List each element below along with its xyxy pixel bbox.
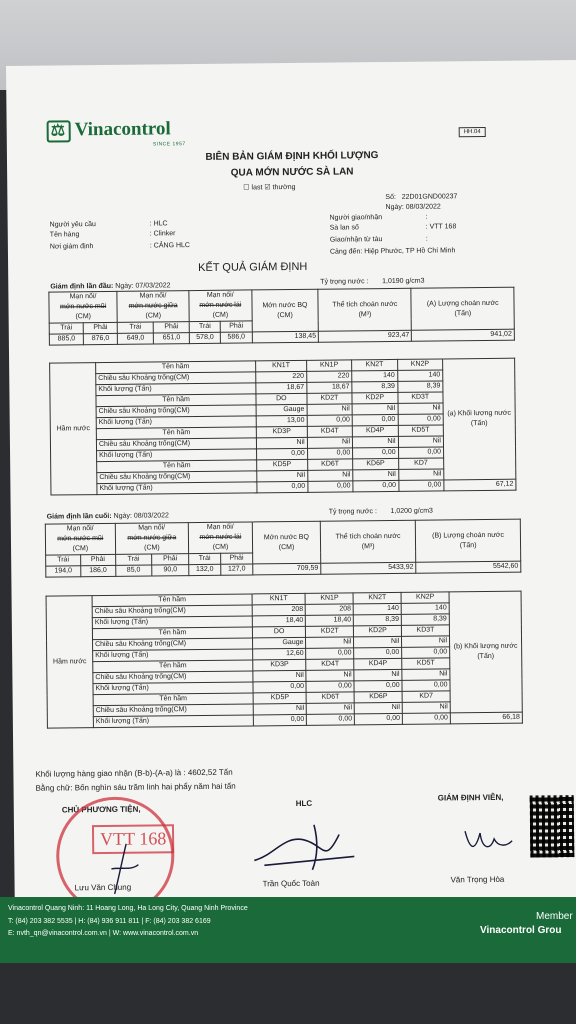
summary-line2: Bằng chữ: Bốn nghìn sáu trăm linh hai phẩy năm hai tấn xyxy=(35,781,236,793)
tank-row-label: Khối lượng (Tấn) xyxy=(97,482,257,495)
doc-date: Ngày: 08/03/2022 xyxy=(385,203,441,212)
tank-cell: 0,00 xyxy=(353,480,399,491)
tank-cell: KN1P xyxy=(305,593,353,605)
from-label: Giao/nhận từ tàu xyxy=(329,236,383,244)
inspector-title: GIÁM ĐỊNH VIÊN, xyxy=(437,792,504,803)
tank-cell: 18,67 xyxy=(256,382,307,394)
tank-cell: 8,39 xyxy=(354,614,402,626)
last-label: Giám định lần cuối: Ngày: 08/03/2022 xyxy=(46,512,169,521)
draft-value: 194,0 xyxy=(46,566,81,577)
tank-cell: KD7 xyxy=(398,458,444,469)
tank-cell: 0,00 xyxy=(307,415,353,426)
tank-cell: Nil xyxy=(307,703,355,715)
tank-cell: KN1T xyxy=(252,593,306,605)
volume-value: 923,47 xyxy=(319,330,412,342)
hlc-title: HLC xyxy=(295,798,313,809)
tank-cell: Nil xyxy=(253,670,307,682)
tank-cell: 0,00 xyxy=(352,414,398,425)
tank-row-label: Tên hầm xyxy=(97,460,257,473)
place-value: : CẢNG HLC xyxy=(149,242,190,250)
deliverer-label: Người giao/nhận xyxy=(329,214,383,222)
tank-cell: 220 xyxy=(256,371,307,383)
tank-cell: KN2T xyxy=(353,592,401,604)
scale-icon xyxy=(47,120,71,142)
tank-cell: KD5T xyxy=(402,658,450,670)
doc-title: BIÊN BẢN GIÁM ĐỊNH KHỐI LƯỢNG xyxy=(205,150,379,163)
tank-cell: 0,00 xyxy=(257,448,308,460)
phai-label: Phải xyxy=(220,321,251,332)
tank-cell: KD3T xyxy=(397,392,443,403)
hlc-signature xyxy=(244,814,365,875)
draft-value: 876,0 xyxy=(83,333,117,344)
port-to: Cảng đến: Hiệp Phước, TP Hồ Chí Minh xyxy=(329,247,456,256)
tank-row-label: Chiều sâu Khoảng trống(CM) xyxy=(96,438,256,451)
tank-cell: 140 xyxy=(352,370,398,381)
tank-row-label: Tên hầm xyxy=(96,427,256,440)
tank-cell: KD2P xyxy=(352,392,398,403)
phai-label: Phải xyxy=(221,553,253,564)
tank-cell: Nil xyxy=(402,702,450,714)
tank-cell: 18,67 xyxy=(307,382,353,393)
aft-header: Mạn nối/ mớn nước lái (CM) xyxy=(188,522,252,554)
so-label: Số: 22D01GND00237 xyxy=(385,193,458,202)
tank-cell: 0,00 xyxy=(398,447,444,458)
tank-cell: KD2P xyxy=(354,625,402,637)
tank-cell: Nil xyxy=(354,702,402,714)
water-weight-total: 67,12 xyxy=(444,479,516,491)
draft-value: 885,0 xyxy=(49,334,83,345)
tank-cell: KD6T xyxy=(307,459,353,470)
displacement-a-value: 941,02 xyxy=(412,329,515,341)
tank-cell: Nil xyxy=(398,436,444,447)
trai-label: Trái xyxy=(49,323,83,334)
tank-row-label: Khối lượng (Tấn) xyxy=(93,715,253,728)
tank-cell: KD4P xyxy=(352,425,398,436)
tank-cell: Gauge xyxy=(253,637,307,649)
first-label: Giám định lần đầu: Ngày: 07/03/2022 xyxy=(50,282,171,291)
aft-header: Mạn nối/ mớn nước lái (CM) xyxy=(189,290,252,322)
tank-cell: 0,00 xyxy=(253,681,307,693)
volume-value: 5433,92 xyxy=(321,562,416,574)
ham-nuoc-label: Hầm nước xyxy=(50,363,97,495)
requester-label: Người yêu cầu xyxy=(49,221,96,229)
tank-row-label: Tên hầm xyxy=(93,660,253,673)
member-group: Vinacontrol Grou xyxy=(480,925,562,936)
vol-header: Thể tích choán nước (M³) xyxy=(320,520,416,563)
inspector-name: Văn Trọng Hòa xyxy=(450,874,505,885)
mean-draft-value: 138,45 xyxy=(252,331,319,343)
tank-row-label: Tên hầm xyxy=(96,361,256,374)
tank-cell: KN2P xyxy=(401,592,449,604)
tank-cell: Nil xyxy=(354,669,402,681)
hlc-name: Trần Quốc Toàn xyxy=(262,878,320,889)
first-draft-table xyxy=(48,287,515,346)
tank-cell: KN1T xyxy=(256,360,307,372)
tank-row-label: Tên hầm xyxy=(92,594,252,607)
tank-cell: Nil xyxy=(307,404,353,415)
tank-cell: Nil xyxy=(398,469,444,480)
tank-cell: DO xyxy=(256,393,307,405)
tank-cell: 0,00 xyxy=(353,447,399,458)
mean-header: Mớn nước BQ (CM) xyxy=(252,521,321,564)
water-weight-label: (b) Khối lượng nước (Tấn) xyxy=(449,591,522,713)
tank-row-label: Khối lượng (Tấn) xyxy=(96,383,256,396)
tank-cell: 0,00 xyxy=(402,713,450,725)
document-page xyxy=(6,60,576,962)
footer-web: E: nvth_qn@vinacontrol.com.vn | W: www.vinacontrol.com.vn xyxy=(8,930,199,937)
trai-label: Trái xyxy=(117,322,153,333)
draft-value: 90,0 xyxy=(152,565,189,576)
tank-cell: Nil xyxy=(306,637,354,649)
tank-cell: KN2T xyxy=(352,359,398,370)
tank-cell: KN2P xyxy=(397,359,443,370)
tank-row-label: Khối lượng (Tấn) xyxy=(97,449,257,462)
barge-label: Sà lan số xyxy=(329,224,359,232)
tank-cell: KD3P xyxy=(256,426,307,438)
tank-cell: KD4T xyxy=(306,659,354,671)
tank-cell: Nil xyxy=(354,636,402,648)
stamp-label: VTT 168 xyxy=(92,824,174,854)
first-tank-table xyxy=(49,358,516,496)
barge-value: : VTT 168 xyxy=(425,223,457,231)
tank-cell: KD5T xyxy=(398,425,444,436)
footer-address: Vinacontrol Quang Ninh: 11 Hoang Long, Ha Long City, Quang Ninh Province xyxy=(8,905,248,912)
trai-label: Trái xyxy=(46,555,81,566)
tank-cell: Gauge xyxy=(256,404,307,416)
member-label: Member xyxy=(536,911,573,922)
draft-value: 651,0 xyxy=(153,333,189,344)
option-checkboxes: ☐ last ☑ thường xyxy=(243,183,296,192)
mid-header: Mạn nối/ mớn nước giữa (CM) xyxy=(117,291,189,323)
phai-label: Phải xyxy=(80,554,115,565)
tank-cell: 0,00 xyxy=(306,681,354,693)
tank-row-label: Chiều sâu Khoảng trống(CM) xyxy=(96,372,256,385)
owner-name: Lưu Văn Chung xyxy=(74,882,132,893)
tank-cell: 8,39 xyxy=(401,614,449,626)
tank-cell: 208 xyxy=(306,604,354,616)
b-header: (B) Lượng choán nước (Tấn) xyxy=(415,519,520,562)
tank-row-label: Chiều sâu Khoảng trống(CM) xyxy=(96,405,256,418)
requester-value: : HLC xyxy=(149,220,168,228)
tank-cell: Nil xyxy=(402,636,450,648)
tank-cell: 208 xyxy=(252,604,306,616)
tank-cell: 0,00 xyxy=(354,647,402,659)
vinacontrol-logo: ⚖Vinacontrol xyxy=(47,118,171,142)
footer-bar xyxy=(0,897,576,963)
tank-cell: 0,00 xyxy=(398,414,444,425)
draft-value: 649,0 xyxy=(117,333,153,344)
tank-cell: 0,00 xyxy=(306,648,354,660)
tank-cell: Nil xyxy=(353,469,399,480)
tank-cell: Nil xyxy=(253,703,307,715)
tank-cell: KD6P xyxy=(354,691,402,703)
deliverer-value: : xyxy=(425,213,428,221)
qr-code xyxy=(530,795,575,857)
first-density: Tỷ trọng nước : 1,0190 g/cm3 xyxy=(320,277,425,286)
tank-row-label: Tên hầm xyxy=(96,394,256,407)
draft-value: 127,0 xyxy=(221,564,253,575)
tank-row-label: Chiều sâu Khoảng trống(CM) xyxy=(93,671,253,684)
tank-cell: Nil xyxy=(257,470,308,482)
tank-cell: 0,00 xyxy=(253,714,307,726)
result-title: KẾT QUẢ GIÁM ĐỊNH xyxy=(198,260,308,274)
tank-cell: Nil xyxy=(353,436,399,447)
tank-cell: 0,00 xyxy=(307,714,355,726)
tank-cell: Nil xyxy=(352,403,398,414)
tank-cell: DO xyxy=(252,626,306,638)
tank-cell: KD5P xyxy=(253,692,307,704)
tank-cell: 0,00 xyxy=(354,680,402,692)
tank-row-label: Khối lượng (Tấn) xyxy=(96,416,256,429)
tank-cell: Nil xyxy=(398,403,444,414)
draft-value: 578,0 xyxy=(189,332,220,343)
displacement-b-value: 5542,60 xyxy=(416,561,521,573)
tank-cell: KD3P xyxy=(253,659,307,671)
tank-cell: 0,00 xyxy=(307,448,353,459)
mid-header: Mạn nối/ mớn nước giữa (CM) xyxy=(115,523,189,555)
a-header: (A) Lượng choán nước (Tấn) xyxy=(411,287,514,330)
tank-row-label: Chiều sâu Khoảng trống(CM) xyxy=(97,471,257,484)
last-density: Tỷ trọng nước : 1,0200 g/cm3 xyxy=(328,507,433,516)
tank-cell: KD2T xyxy=(307,393,353,404)
tank-cell: Nil xyxy=(307,437,353,448)
tank-cell: 8,39 xyxy=(352,381,398,392)
form-code: HH.04 xyxy=(459,127,486,137)
tank-cell: Nil xyxy=(256,437,307,449)
tank-cell: 0,00 xyxy=(355,713,403,725)
tank-cell: KD4P xyxy=(354,658,402,670)
tank-row-label: Chiều sâu Khoảng trống(CM) xyxy=(93,638,253,651)
tank-row-label: Khối lượng (Tấn) xyxy=(93,682,253,695)
tank-cell: 0,00 xyxy=(308,481,354,492)
tank-cell: 0,00 xyxy=(257,481,308,493)
draft-value: 186,0 xyxy=(81,565,116,576)
water-weight-total: 66,18 xyxy=(450,712,522,724)
tank-row-label: Tên hầm xyxy=(92,627,252,640)
bow-header: Mạn nối/ mớn nước mũi (CM) xyxy=(49,291,118,323)
tank-cell: 140 xyxy=(401,603,449,615)
doc-subtitle: QUA MỚN NƯỚC SÀ LAN xyxy=(230,166,354,179)
tank-cell: 8,39 xyxy=(397,381,443,392)
tank-cell: KD7 xyxy=(402,691,450,703)
since-text: SINCE 1957 xyxy=(152,141,186,148)
goods-label: Tên hàng xyxy=(49,231,80,239)
tank-cell: KD2T xyxy=(306,626,354,638)
ham-nuoc-label: Hầm nước xyxy=(46,596,93,728)
tank-cell: KD6P xyxy=(353,458,399,469)
tank-row-label: Chiều sâu Khoảng trống(CM) xyxy=(93,704,253,717)
trai-label: Trái xyxy=(189,553,221,564)
tank-cell: KD5P xyxy=(257,459,308,471)
tank-row-label: Chiều sâu Khoảng trống(CM) xyxy=(92,605,252,618)
from-value: : xyxy=(425,235,428,243)
bow-header: Mạn nối/ mớn nước mũi (CM) xyxy=(45,523,115,555)
trai-label: Trái xyxy=(115,554,151,565)
tank-cell: 0,00 xyxy=(402,647,450,659)
tank-cell: Nil xyxy=(306,670,354,682)
trai-label: Trái xyxy=(189,321,220,332)
vol-header: Thể tích choán nước (M³) xyxy=(318,288,412,331)
tank-cell: KD4T xyxy=(307,426,353,437)
last-tank-table xyxy=(46,591,523,729)
tank-cell: Nil xyxy=(402,669,450,681)
tank-cell: 18,40 xyxy=(252,615,306,627)
mean-draft-value: 709,59 xyxy=(253,563,321,575)
phai-label: Phải xyxy=(152,554,189,565)
footer-phones: T: (84) 203 382 5535 | H: (84) 936 911 811 | F: (84) 203 382 6169 xyxy=(8,918,211,925)
draft-value: 132,0 xyxy=(189,564,221,575)
inspector-signature xyxy=(460,821,520,862)
tank-cell: 18,40 xyxy=(306,615,354,627)
tank-cell: Nil xyxy=(307,470,353,481)
tank-row-label: Khối lượng (Tấn) xyxy=(93,649,253,662)
owner-title: CHỦ PHƯƠNG TIỆN, xyxy=(61,804,141,815)
phai-label: Phải xyxy=(153,322,189,333)
tank-row-label: Khối lượng (Tấn) xyxy=(92,616,252,629)
tank-cell: 0,00 xyxy=(398,480,444,491)
tank-cell: 0,00 xyxy=(402,680,450,692)
tank-cell: 140 xyxy=(353,603,401,615)
mean-header: Mớn nước BQ (CM) xyxy=(251,289,318,332)
tank-cell: 12,60 xyxy=(253,648,307,660)
tank-row-label: Tên hầm xyxy=(93,693,253,706)
tank-cell: KD3T xyxy=(402,625,450,637)
summary-line1: Khối lượng hàng giao nhận (B-b)-(A-a) là : 4602,52 Tấn xyxy=(35,767,233,779)
tank-cell: 220 xyxy=(306,371,352,382)
tank-cell: KN1P xyxy=(306,360,352,371)
draft-value: 586,0 xyxy=(221,332,252,343)
tank-cell: KD6T xyxy=(307,692,355,704)
tank-cell: 13,00 xyxy=(256,415,307,427)
tank-cell: 140 xyxy=(397,370,443,381)
last-draft-table xyxy=(45,519,522,578)
draft-value: 85,0 xyxy=(115,565,151,576)
water-weight-label: (a) Khối lượng nước (Tấn) xyxy=(443,358,516,480)
phai-label: Phải xyxy=(83,322,117,333)
goods-value: : Clinker xyxy=(149,230,176,238)
place-label: Nơi giám định xyxy=(49,243,94,251)
